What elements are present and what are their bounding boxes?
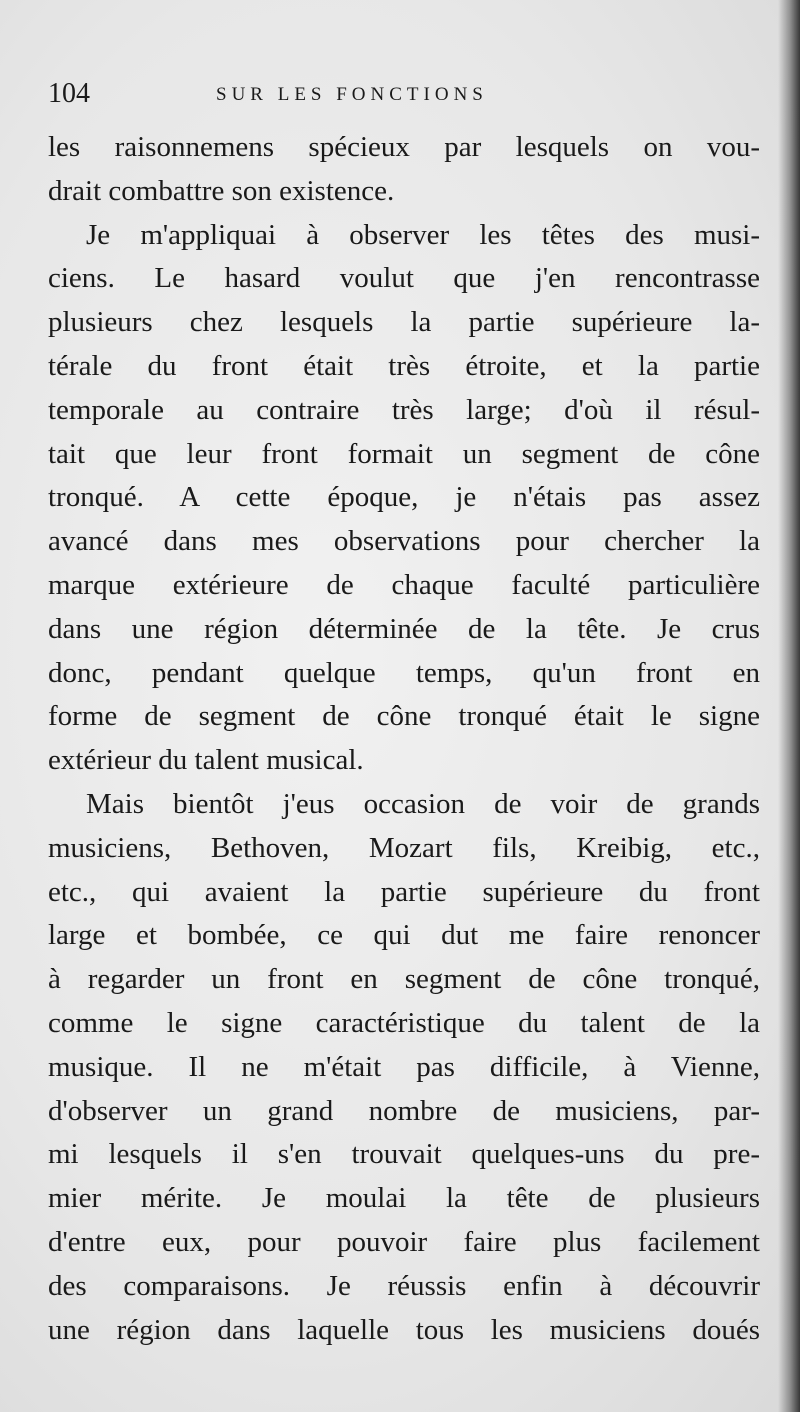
- text-line: comme le signe caractéristique du talent de la: [48, 1006, 760, 1039]
- text-line: donc, pendant quelque temps, qu'un front en: [48, 656, 760, 689]
- running-head: SUR LES FONCTIONS: [216, 84, 488, 105]
- text-line: d'entre eux, pour pouvoir faire plus facilement: [48, 1225, 760, 1258]
- text-line: mi lesquels il s'en trouvait quelques-uns du pre-: [48, 1138, 760, 1171]
- page-edge-shadow: [778, 0, 800, 1412]
- text-line: à regarder un front en segment de cône tronqué,: [48, 963, 760, 996]
- text-line: forme de segment de cône tronqué était le signe: [48, 700, 760, 733]
- page-number: 104: [48, 78, 90, 109]
- text-line: ciens. Le hasard voulut que j'en rencontrasse: [48, 262, 760, 295]
- text-line: une région dans laquelle tous les musiciens doués: [48, 1313, 760, 1346]
- text-line: tronqué. A cette époque, je n'étais pas assez: [48, 481, 760, 514]
- text-line: tait que leur front formait un segment de cône: [48, 437, 760, 470]
- text-line: large et bombée, ce qui dut me faire renoncer: [48, 919, 760, 952]
- text-line: musiciens, Bethoven, Mozart fils, Kreibig, etc.,: [48, 831, 760, 864]
- text-line: mier mérite. Je moulai la tête de plusieurs: [48, 1182, 760, 1215]
- text-line: les raisonnemens spécieux par lesquels on vou-: [48, 131, 760, 163]
- text-line: dans une région déterminée de la tête. Je crus: [48, 612, 760, 645]
- page-header: [48, 78, 748, 114]
- text-line: etc., qui avaient la partie supérieure du front: [48, 875, 760, 908]
- text-line: temporale au contraire très large; d'où il résul-: [48, 393, 760, 426]
- text-line: Mais bientôt j'eus occasion de voir de grands: [86, 787, 760, 820]
- text-line: musique. Il ne m'était pas difficile, à Vienne,: [48, 1050, 760, 1083]
- text-line: des comparaisons. Je réussis enfin à découvrir: [48, 1269, 760, 1302]
- text-line: d'observer un grand nombre de musiciens, par-: [48, 1094, 760, 1127]
- text-line: avancé dans mes observations pour chercher la: [48, 525, 760, 558]
- body-text: [48, 126, 760, 1352]
- text-line: térale du front était très étroite, et la partie: [48, 349, 760, 382]
- text-line: plusieurs chez lesquels la partie supérieure la-: [48, 306, 760, 339]
- text-line: Je m'appliquai à observer les têtes des musi-: [86, 218, 760, 251]
- text-line: drait combattre son existence.: [48, 174, 395, 207]
- text-line: marque extérieure de chaque faculté particulière: [48, 568, 760, 601]
- text-line: extérieur du talent musical.: [48, 744, 364, 777]
